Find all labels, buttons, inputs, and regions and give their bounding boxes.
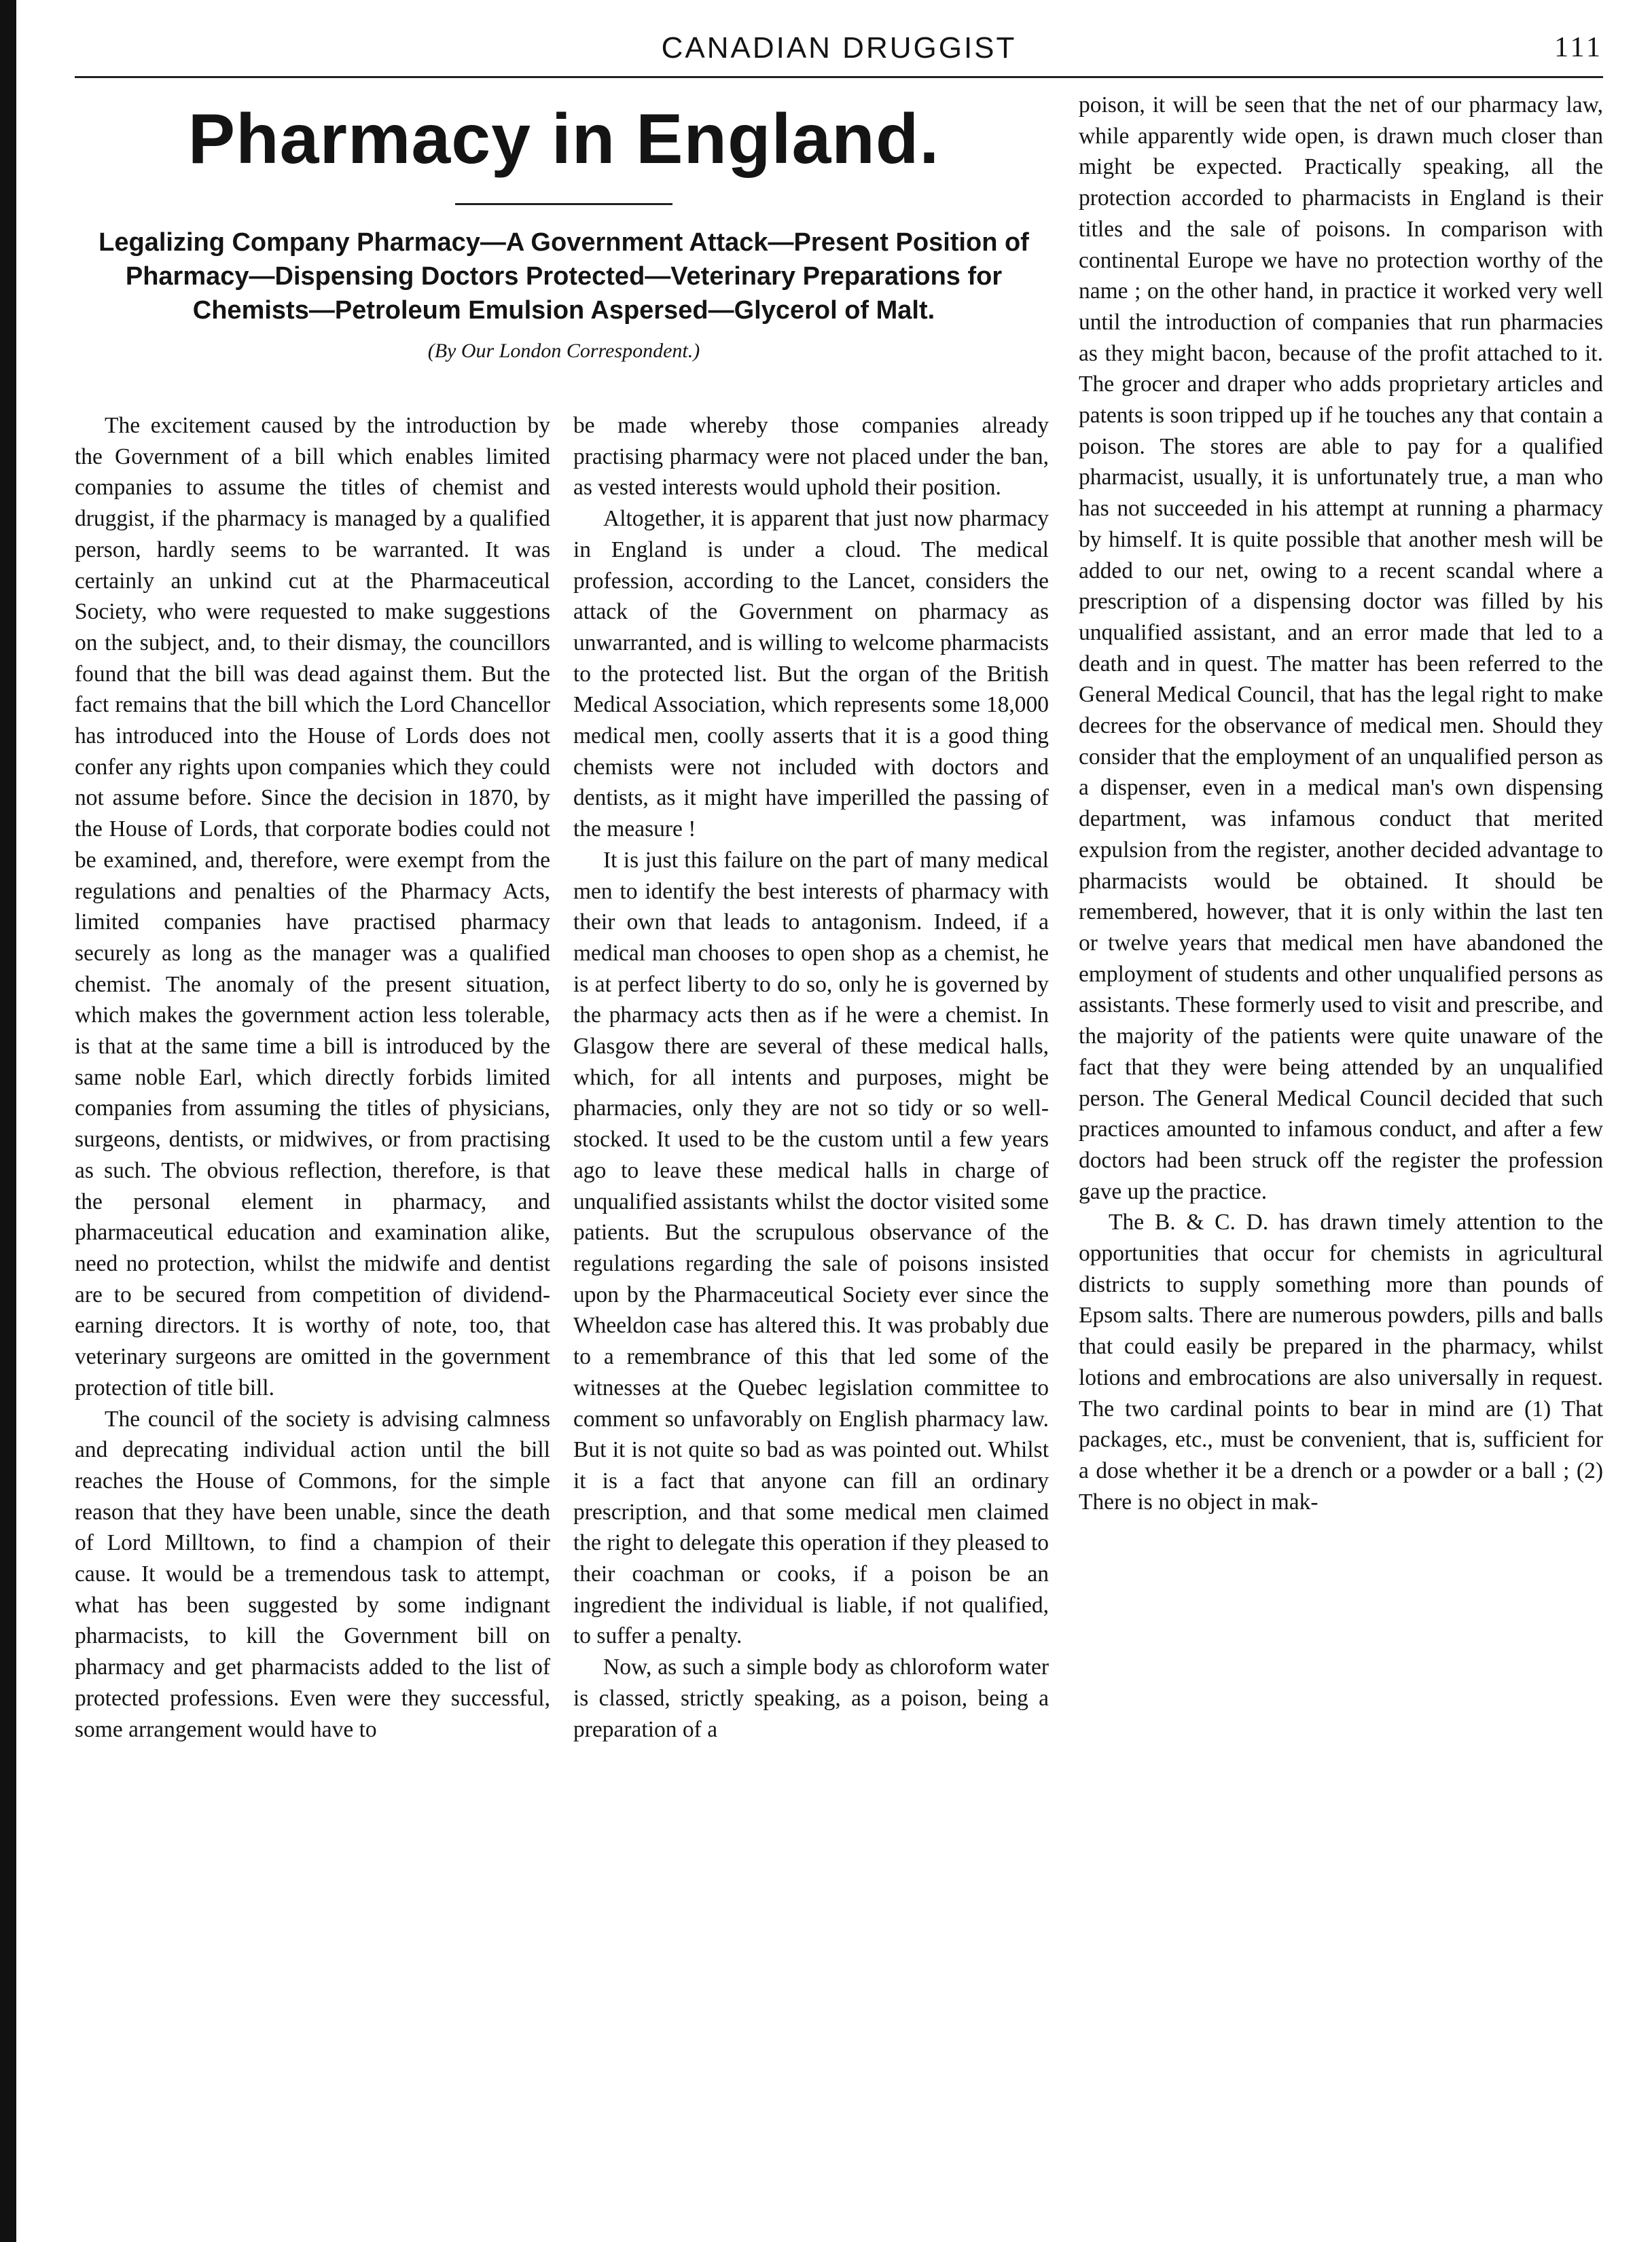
paragraph: The council of the society is advising calmness and deprecating individual action until the bill reaches the House of Commons, for the simple reason that they have been unable, since the death of Lord Milltown, to find a champion of their cause. It would be a tremendous task to attempt, what has been suggested by some indignant pharmacists, to kill the Government bill on pharmacy and get pharmacists added to the list of protected professions. Even were they successful, some arrangement would have to [75,1406,550,1742]
paragraph: be made whereby those companies already practising pharmacy were not placed under the ban, as vested interests would uphold their position. [573,413,1049,501]
running-head [75,31,1603,72]
paragraph: Altogether, it is apparent that just now pharmacy in England is under a cloud. The medical profession, according to the Lancet, considers the attack of the Government on pharmacy as unwarranted, and is willing to welcome pharmacists to the protected list. But the organ of the British Medical Association, which represents some 18,000 medical men, coolly asserts that it is a good thing chemists were not included with doctors and dentists, as it might have imperilled the passing of the measure ! [573,506,1049,842]
header-rule [75,76,1603,78]
paragraph: poison, it will be seen that the net of our pharmacy law, while apparently wide open, is drawn much closer than might be expected. Practically speaking, all the protection accorded to pharmacists in England is their titles and the sale of poisons. In comparison with continental Europe we have no protection worthy of the name ; on the other hand, in practice it worked very well until the introduction of companies that run pharmacies as they might bacon, because of the profit attached to it. The grocer and draper who adds proprietary articles and patents is soon tripped up if he touches any that contain a poison. The stores are able to pay for a qualified pharmacist, usually, it is unfortunately true, a man who has not succeeded in his attempt at running a pharmacy by himself. It is quite possible that another mesh will be added to our net, owing to a recent scandal where a prescription of a dispensing doctor was filled by his unqualified assistant, and an error made that led to a death and in quest. The matter has been referred to the General Medical Council, that has the legal right to make decrees for the observance of medical men. Should they consider that the employment of an unqualified person as a dispenser, even in a medical man's own dispensing department, was infamous conduct that merited expulsion from the register, another decided advantage to pharmacists would be obtained. It should be remembered, however, that it is only within the last ten or twelve years that medical men have abandoned the employment of students and other unqualified persons as assistants. These formerly used to visit and prescribe, and the majority of the patients were quite unaware of the fact that they were being attended by an unqualified person. The General Medical Council decided that such practices amounted to infamous conduct, and after a few doctors had been struck off the register the profession gave up the practice. [1079,92,1603,1204]
text-column-3 [1079,90,1603,1517]
article-subtitle: Legalizing Company Pharmacy—A Government Attack—Present Position of Pharmacy—Dispensing Doctors Protected—Veterinary Preparations for Chemists—Petroleum Emulsion Aspersed—Glycerol of Malt. [98,228,1029,325]
text-column-2 [573,410,1049,1745]
article-heading [75,87,1053,363]
text-column-1 [75,410,550,1745]
paragraph: The excitement caused by the introduction by the Government of a bill which enables limited companies to assume the titles of chemist and druggist, if the pharmacy is managed by a qualified person, hardly seems to be warranted. It was certainly an unkind cut at the Pharmaceutical Society, who were requested to make suggestions on the subject, and, to their dismay, the councillors found that the bill was dead against them. But the fact remains that the bill which the Lord Chancellor has introduced into the House of Lords does not confer any rights upon companies which they could not assume before. Since the decision in 1870, by the House of Lords, that corporate bodies could not be examined, and, therefore, were exempt from the regulations and penalties of the Pharmacy Acts, limited companies have practised pharmacy securely as long as the manager was a qualified chemist. The anomaly of the present situation, which makes the government action less tolerable, is that at the same time a bill is introduced by the same noble Earl, which directly forbids limited companies from assuming the titles of physicians, surgeons, dentists, or midwives, or from practising as such. The obvious reflection, therefore, is that the personal element in pharmacy, and pharmaceutical education and examination alike, need no protection, whilst the midwife and dentist are to be secured from competition of dividend-earning directors. It is worthy of note, too, that veterinary surgeons are omitted in the government protection of title bill. [75,413,550,1400]
article-title: Pharmacy in England. [187,100,940,179]
paragraph: The B. & C. D. has drawn timely attention to the opportunities that occur for chemists in agricultural districts to supply something more than pounds of Epsom salts. There are numerous powders, pills and balls that could easily be prepared in the pharmacy, whilst lotions and embrocations are also universally in request. The two cardinal points to bear in mind are (1) That packages, etc., must be convenient, that is, sufficient for a dose whether it be a drench or a powder or a ball ; (2) There is no object in mak- [1079,1210,1603,1515]
page-number: 111 [1554,32,1603,63]
paragraph: It is just this failure on the part of many medical men to identify the best interests of pharmacy with their own that leads to antagonism. Indeed, if a medical man chooses to open shop as a chemist, he is at perfect liberty to do so, only he is governed by the pharmacy acts then as if he were a chemist. In Glasgow there are several of these medical halls, which, for all intents and purposes, might be pharmacies, only they are not so tidy or so well-stocked. It used to be the custom until a few years ago to leave these medical halls in charge of unqualified assistants whilst the doctor visited some patients. But the scrupulous observance of the regulations regarding the sale of poisons insisted upon by the Pharmaceutical Society ever since the Wheeldon case has altered this. It was probably due to a remembrance of this that led some of the witnesses at the Quebec legislation committee to comment so unfavorably on English pharmacy law. But it is not quite so bad as was pointed out. Whilst it is a fact that anyone can fill an ordinary prescription, and that some medical men claimed the right to delegate this operation if they pleased to their coachman or cooks, if a poison be an ingredient the individual is liable, if not qualified, to suffer a penalty. [573,847,1049,1649]
journal-name: CANADIAN DRUGGIST [661,31,1017,65]
paragraph: Now, as such a simple body as chloroform water is classed, strictly speaking, as a poison, being a preparation of a [573,1655,1049,1742]
title-rule [455,203,672,205]
binding-edge [0,0,16,2242]
byline: (By Our London Correspondent.) [427,340,700,362]
